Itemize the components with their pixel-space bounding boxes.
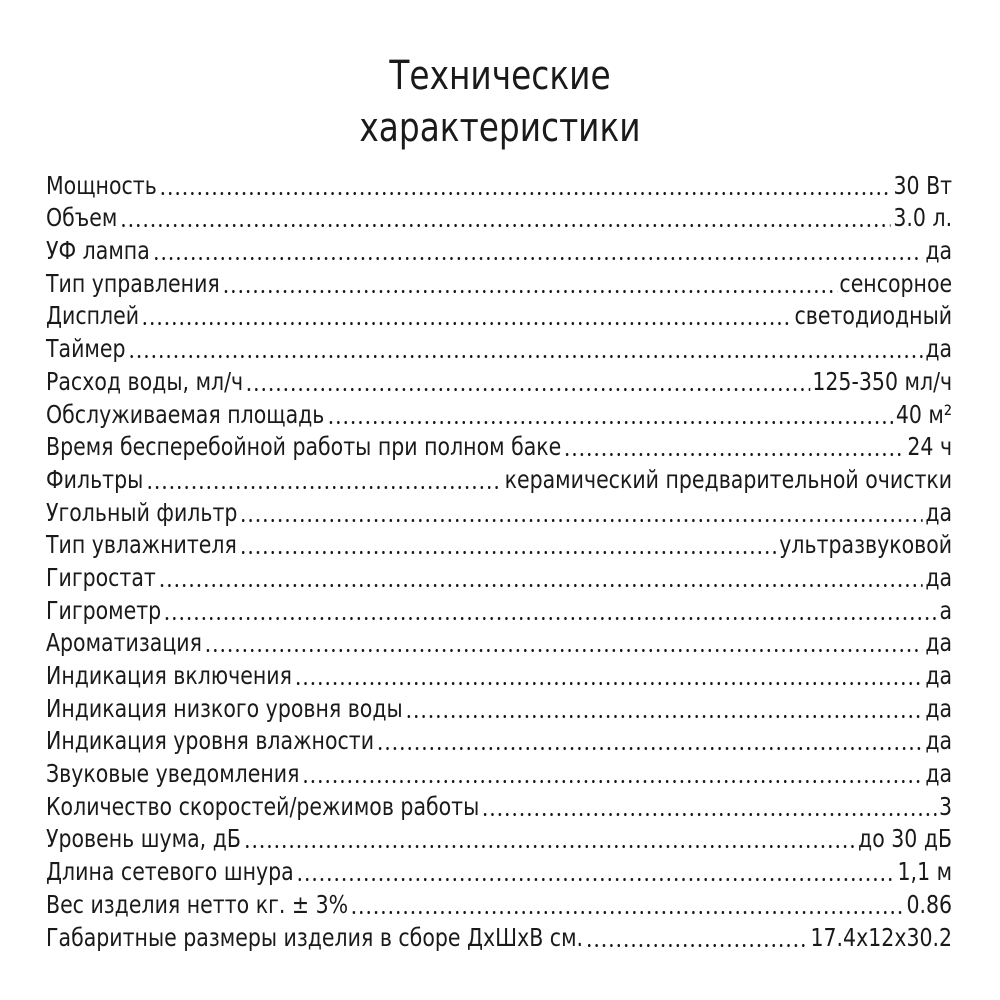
dot-leader <box>586 944 808 947</box>
spec-row <box>46 233 952 266</box>
dot-leader <box>158 584 923 587</box>
dot-leader <box>239 551 777 554</box>
dot-leader <box>240 519 923 522</box>
spec-label: УФ лампа <box>46 236 150 266</box>
spec-label: Звуковые уведомления <box>46 759 300 789</box>
dot-leader <box>164 617 937 620</box>
dot-leader <box>564 453 905 456</box>
spec-label: Количество скоростей/режимов работы <box>46 791 480 821</box>
spec-row <box>46 495 952 528</box>
spec-row <box>46 593 952 626</box>
dot-leader <box>327 421 894 424</box>
spec-value: да <box>925 562 953 592</box>
spec-value: да <box>925 334 953 364</box>
dot-leader <box>204 649 922 652</box>
spec-row-content <box>46 724 952 757</box>
spec-row <box>46 822 952 855</box>
spec-row-content <box>46 364 952 397</box>
dot-leader <box>142 322 793 325</box>
spec-row <box>46 789 952 822</box>
dot-leader <box>159 192 891 195</box>
spec-row <box>46 299 952 332</box>
spec-row <box>46 331 952 364</box>
spec-row <box>46 462 952 495</box>
spec-row-content <box>46 397 952 430</box>
spec-row-content <box>46 626 952 659</box>
spec-value: 3.0 л. <box>893 203 953 233</box>
spec-value: да <box>925 497 953 527</box>
spec-label: Ароматизация <box>46 628 202 658</box>
spec-row-content <box>46 691 952 724</box>
spec-value: керамический предварительной очистки <box>504 464 953 494</box>
title-line-1: Технические <box>389 53 611 99</box>
spec-label: Угольный фильтр <box>46 497 238 527</box>
spec-row <box>46 658 952 691</box>
spec-row-content <box>46 920 952 953</box>
spec-label: Габаритные размеры изделия в сборе ДхШхВ см. <box>46 922 584 952</box>
spec-row <box>46 626 952 659</box>
title-line-2: характеристики <box>359 105 641 151</box>
dot-leader <box>152 257 923 260</box>
spec-list <box>46 168 952 953</box>
spec-row-content <box>46 822 952 855</box>
dot-leader <box>294 682 923 685</box>
spec-value: 40 м² <box>895 399 953 429</box>
spec-row <box>46 724 952 757</box>
spec-row-content <box>46 593 952 626</box>
spec-label: Длина сетевого шнура <box>46 857 294 887</box>
spec-value: 1,1 м <box>897 857 953 887</box>
dot-leader <box>296 878 895 881</box>
spec-row <box>46 266 952 299</box>
spec-row <box>46 920 952 953</box>
spec-label: Вес изделия нетто кг. ± 3% <box>46 889 349 919</box>
spec-row-content <box>46 887 952 920</box>
spec-row-content <box>46 756 952 789</box>
spec-value: 3 <box>939 791 953 821</box>
spec-row-content <box>46 462 952 495</box>
spec-row <box>46 397 952 430</box>
spec-label: Индикация низкого уровня воды <box>46 693 403 723</box>
spec-row-content <box>46 495 952 528</box>
dot-leader <box>302 780 923 783</box>
spec-row <box>46 756 952 789</box>
spec-row <box>46 691 952 724</box>
spec-label: Фильтры <box>46 464 144 494</box>
spec-value: да <box>925 236 953 266</box>
spec-value: 30 Вт <box>893 170 953 200</box>
spec-label: Гигростат <box>46 562 156 592</box>
dot-leader <box>128 355 923 358</box>
spec-row-content <box>46 233 952 266</box>
spec-row-content <box>46 854 952 887</box>
spec-value: 17.4х12х30.2 <box>810 922 953 952</box>
dot-leader <box>376 747 922 750</box>
dot-leader <box>246 388 810 391</box>
spec-row <box>46 560 952 593</box>
spec-row-content <box>46 560 952 593</box>
spec-label: Гигрометр <box>46 595 162 625</box>
spec-row <box>46 528 952 561</box>
spec-value: светодиодный <box>794 301 953 331</box>
spec-label: Расход воды, мл/ч <box>46 366 244 396</box>
spec-label: Объем <box>46 203 118 233</box>
dot-leader <box>120 224 891 227</box>
spec-row-content <box>46 201 952 234</box>
spec-label: Тип увлажнителя <box>46 530 237 560</box>
dot-leader <box>243 845 855 848</box>
dot-leader <box>482 813 937 816</box>
spec-row-content <box>46 789 952 822</box>
spec-label: Время бесперебойной работы при полном баке <box>46 432 562 462</box>
spec-row <box>46 168 952 201</box>
spec-value: 24 ч <box>907 432 953 462</box>
spec-row-content <box>46 658 952 691</box>
spec-row <box>46 430 952 463</box>
spec-row <box>46 887 952 920</box>
spec-value: ультразвуковой <box>779 530 953 560</box>
spec-value: да <box>925 661 953 690</box>
spec-row <box>46 201 952 234</box>
dot-leader <box>405 715 923 718</box>
spec-label: Индикация уровня влажности <box>46 726 375 756</box>
spec-value: а <box>939 595 953 625</box>
page-title <box>90 50 910 154</box>
dot-leader <box>222 290 837 293</box>
spec-label: Индикация включения <box>46 661 292 690</box>
spec-row-content <box>46 266 952 299</box>
spec-row <box>46 364 952 397</box>
dot-leader <box>146 486 502 489</box>
spec-value: 125-350 мл/ч <box>812 366 953 396</box>
spec-row-content <box>46 331 952 364</box>
spec-row <box>46 854 952 887</box>
spec-row-content <box>46 528 952 561</box>
spec-row-content <box>46 168 952 201</box>
spec-row-content <box>46 299 952 332</box>
spec-value: да <box>925 628 953 658</box>
spec-label: Мощность <box>46 170 157 200</box>
spec-value: да <box>925 759 953 789</box>
spec-label: Дисплей <box>46 301 140 331</box>
spec-row-content <box>46 430 952 463</box>
spec-value: 0.86 <box>906 889 953 919</box>
spec-value: до 30 дБ <box>858 824 953 854</box>
spec-label: Уровень шума, дБ <box>46 824 241 854</box>
spec-value: да <box>925 693 953 723</box>
spec-label: Тип управления <box>46 268 220 298</box>
dot-leader <box>351 911 904 914</box>
spec-label: Обслуживаемая площадь <box>46 399 325 429</box>
spec-value: да <box>925 726 953 756</box>
spec-label: Таймер <box>46 334 126 364</box>
spec-value: сенсорное <box>839 268 953 298</box>
